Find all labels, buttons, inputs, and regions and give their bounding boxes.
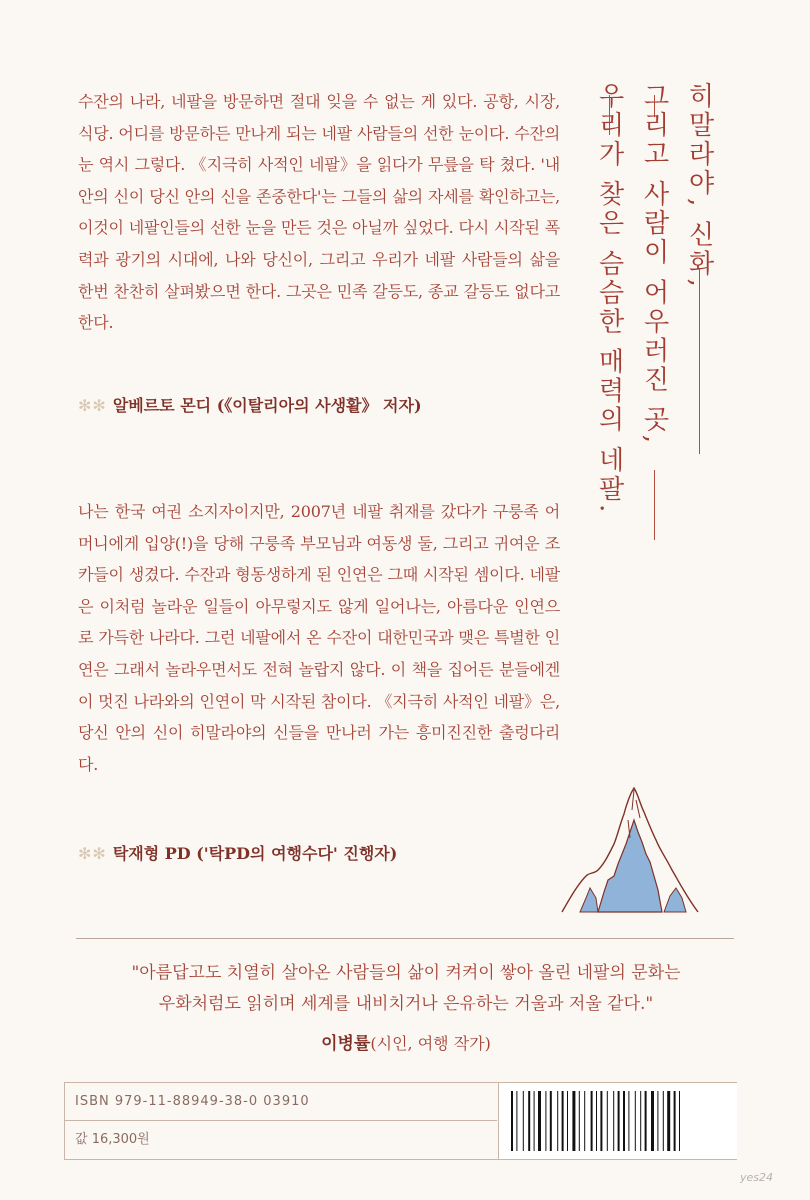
barcode-bar (657, 1091, 658, 1151)
barcode-bar (516, 1091, 517, 1151)
barcode-bar (572, 1091, 575, 1151)
barcode-bar (596, 1091, 597, 1151)
barcode-bar (651, 1091, 654, 1151)
quote-author-name: 이병률 (321, 1034, 371, 1054)
review-paragraph-1 (78, 86, 560, 339)
barcode-bar (562, 1091, 564, 1151)
barcode-bar (613, 1091, 614, 1151)
barcode-bar (534, 1091, 535, 1151)
vertical-title-line-3: 우리가 찾은 슴슴한 매력의 네팔. (594, 82, 624, 516)
barcode-bar (618, 1091, 620, 1151)
barcode-bar (679, 1091, 680, 1151)
divider (76, 938, 734, 939)
barcode-bar (550, 1091, 552, 1151)
review-credit-2 (78, 841, 397, 864)
barcode-icon (498, 1083, 737, 1159)
barcode-bar (663, 1091, 664, 1151)
barcode-bar (623, 1091, 625, 1151)
barcode-bar (635, 1091, 636, 1151)
review-author: 탁재형 PD ('탁PD의 여행수다' 진행자) (112, 844, 398, 863)
barcode-bar (584, 1091, 585, 1151)
review-credit-1 (78, 393, 422, 416)
quote-line: 우화처럼도 읽히며 세계를 내비치거나 은유하는 거울과 저울 같다." (158, 994, 654, 1014)
title-rule-1 (699, 268, 700, 454)
barcode-bar (579, 1091, 580, 1151)
star-ornament-icon: ✻✻ (78, 396, 107, 415)
mountain-illustration-icon (560, 780, 700, 920)
barcode-bar (628, 1091, 629, 1151)
book-info-box (64, 1082, 737, 1160)
review-text: 수잔의 나라, 네팔을 방문하면 절대 잊을 수 없는 게 있다. 공항, 시장, 식당. 어디를 방문하든 만나게 되는 네팔 사람들의 선한 눈이다. 수잔의 눈 역시 그렇다. 《지극히 사적인 네팔》을 읽다가 무릎을 탁 쳤다. '내 안의 신이 당신 안의 신을 존중한다'는 그들의 삶의 자세를 확인하고는, 이것이 네팔인들의 선한 눈을 만든 것은 아닐까 싶었다. 다시 시작된 폭력과 광기의 시대에, 나와 당신이, 그리고 우리가 네팔 사람들의 삶을 한번 찬찬히 살펴봤으면 한다. 그곳은 민족 갈등도, 종교 갈등도 없다고 한다. (78, 92, 560, 333)
isbn-text: ISBN 979-11-88949-38-0 03910 (65, 1083, 497, 1121)
review-text: 나는 한국 여권 소지자이지만, 2007년 네팔 취재를 갔다가 구룽족 어머니에게 입양(!)을 당해 구룽족 부모님과 여동생 둘, 그리고 귀여운 조카들이 생겼다. 수잔과 형동생하게 된 인연은 그때 시작된 셈이다. 네팔은 이처럼 놀라운 일들이 아무렇지도 않게 일어나는, 아름다운 인연으로 가득한 나라다. 그런 네팔에서 온 수잔이 대한민국과 맺은 특별한 인연은 그래서 놀라우면서도 전혀 놀랍지 않다. 이 책을 집어든 분들에겐 이 멋진 나라와의 인연이 막 시작된 참이다. 《지극히 사적인 네팔》은, 당신 안의 신이 히말라야의 신들을 만나러 가는 흥미진진한 출렁다리다. (78, 502, 561, 774)
barcode-bar (528, 1091, 530, 1151)
barcode-bar (545, 1091, 546, 1151)
quote-author (76, 1029, 736, 1054)
review-author: 알베르토 몬디 (《이탈리아의 사생활》 저자) (112, 396, 422, 415)
barcode-bar (511, 1091, 513, 1151)
barcode-bar (607, 1091, 608, 1151)
watermark: yes24 (740, 1171, 774, 1184)
quote-line: "아름답고도 치열히 살아온 사람들의 삶이 켜켜이 쌓아 올린 네팔의 문화는 (131, 963, 681, 983)
quote-author-desc: (시인, 여행 작가) (370, 1034, 491, 1053)
title-rule-2b (654, 470, 655, 540)
barcode-bar (591, 1091, 593, 1151)
blurb-quote (76, 958, 736, 1020)
barcode-bar (674, 1091, 676, 1151)
star-ornament-icon: ✻✻ (78, 844, 107, 863)
barcode-bar (667, 1091, 670, 1151)
price-text: 값 16,300원 (75, 1132, 150, 1147)
barcode-bar (600, 1091, 602, 1151)
barcode-bar (557, 1091, 558, 1151)
barcode-bar (523, 1091, 524, 1151)
barcode-bar (640, 1091, 641, 1151)
barcode-bar (645, 1091, 647, 1151)
review-paragraph-2 (78, 496, 560, 780)
barcode-bar (538, 1091, 541, 1151)
vertical-title-line-1: 히말라야, 신화, (684, 82, 714, 290)
barcode-bar (567, 1091, 568, 1151)
vertical-title-line-2: 그리고 사람이 어우러진 곳, (639, 82, 669, 447)
